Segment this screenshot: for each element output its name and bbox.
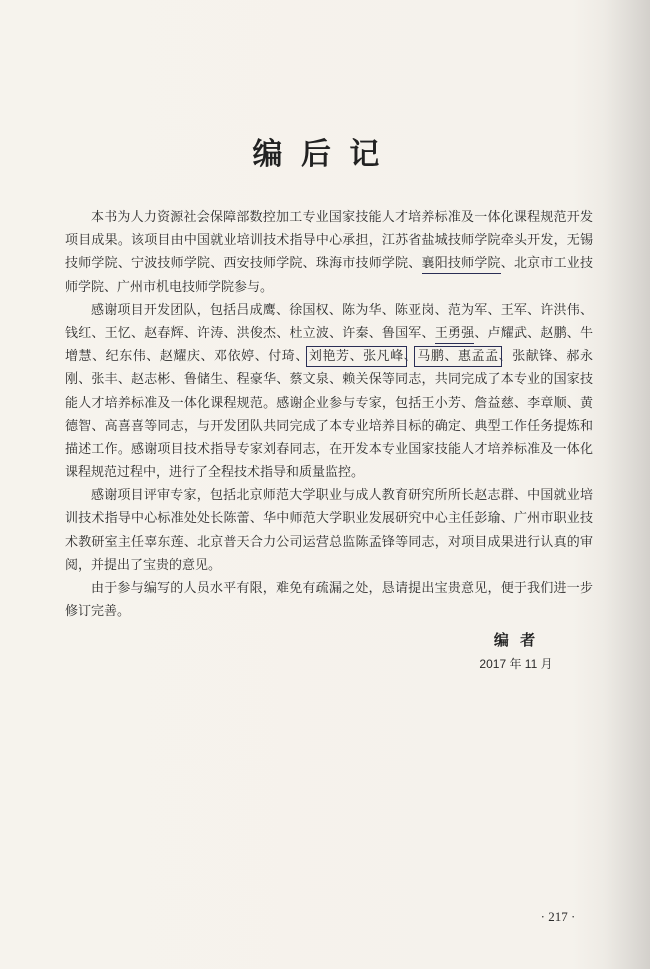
text-segment: 阅，并提出了宝贵的意见。 xyxy=(65,557,222,573)
text-segment: 修订完善。 xyxy=(65,604,131,620)
text-segment: 感谢项目评审专家，包括北京师范大学职业与成人教育研究所所长赵志群、中国就业培 xyxy=(91,488,593,504)
text-segment: 德智、高喜喜等同志，与开发团队共同完成了本专业培养目标的确定、典型工作任务提炼和 xyxy=(65,418,593,434)
text-segment: 钱红、王忆、赵春辉、许涛、洪俊杰、杜立波、许秦、鲁国军、 xyxy=(65,325,435,341)
text-segment: 、张献锋、郝永 xyxy=(498,349,593,365)
text-segment: 由于参与编写的人员水平有限，难免有疏漏之处，恳请提出宝贵意见，便于我们进一步 xyxy=(91,581,593,596)
date: 2017 年 11 月 xyxy=(479,657,553,671)
text-line xyxy=(65,299,593,322)
text-line xyxy=(65,461,593,484)
text-segment: 术教研室主任辜东莲、北京普天合力公司运营总监陈孟锋等同志，对项目成果进行认真的审 xyxy=(65,534,593,550)
text-line xyxy=(65,484,593,507)
text-segment: 、北京市工业技 xyxy=(500,256,593,272)
text-segment: 训技术指导中心标准处处长陈蕾、华中师范大学职业发展研究中心主任彭瑜、广州市职业技 xyxy=(65,511,593,527)
body-text xyxy=(65,206,593,623)
text-line xyxy=(65,415,593,438)
text-line xyxy=(65,600,593,623)
text-line xyxy=(65,252,593,275)
pen-underlined-text: 王勇强 xyxy=(435,326,475,344)
text-line xyxy=(65,206,593,229)
text-segment: 师学院、广州市机电技师学院参与。 xyxy=(65,279,274,295)
text-line xyxy=(65,531,593,554)
text-segment: 描述工作。感谢项目技术指导专家刘春同志，在开发本专业国家技能人才培养标准及一体化 xyxy=(65,441,593,457)
text-line xyxy=(65,438,593,461)
text-segment: 增慧、纪东伟、赵耀庆、邓依婷、付琦、 xyxy=(65,349,309,365)
text-line xyxy=(65,276,593,299)
paragraph xyxy=(65,299,593,485)
text-line xyxy=(65,392,593,415)
text-line xyxy=(65,507,593,530)
text-segment: 技师学院、宁波技师学院、西安技师学院、珠海市技师学院、 xyxy=(65,256,422,272)
page-title: 编 后 记 xyxy=(252,137,384,172)
signature: 编 者 xyxy=(493,631,539,649)
text-line xyxy=(65,345,593,368)
text-line xyxy=(65,554,593,577)
text-segment: 本书为人力资源社会保障部数控加工专业国家技能人才培养标准及一体化课程规范开发 xyxy=(91,210,593,225)
pen-underlined-text: 襄阳技师学院 xyxy=(422,256,501,274)
paragraph xyxy=(65,206,593,299)
text-segment: 能人才培养标准及一体化课程规范。感谢企业参与专家，包括王小芳、詹益慈、李章顺、黄 xyxy=(65,395,593,411)
text-segment: 、卢耀武、赵鹏、牛 xyxy=(474,325,593,341)
text-line xyxy=(65,322,593,345)
text-segment: 课程规范过程中，进行了全程技术指导和质量监控。 xyxy=(65,465,365,481)
text-line xyxy=(65,577,593,600)
pen-boxed-text: 马鹏、惠孟孟 xyxy=(417,349,499,365)
page-number: · 217 · xyxy=(540,909,576,924)
text-line xyxy=(65,229,593,252)
paragraph xyxy=(65,484,593,577)
text-segment: 、 xyxy=(403,349,418,365)
text-segment: 项目成果。该项目由中国就业培训技术指导中心承担，江苏省盐城技师学院牵头开发，无锡 xyxy=(65,233,593,249)
paragraph xyxy=(65,577,593,623)
text-segment: 刚、张丰、赵志彬、鲁储生、程豪华、蔡文泉、赖关保等同志，共同完成了本专业的国家技 xyxy=(65,372,593,388)
pen-boxed-text: 刘艳芳、张凡峰 xyxy=(308,349,404,365)
text-segment: 感谢项目开发团队，包括吕成鹰、徐国权、陈为华、陈亚岗、范为军、王军、许洪伟、 xyxy=(91,302,593,318)
text-line xyxy=(65,368,593,391)
